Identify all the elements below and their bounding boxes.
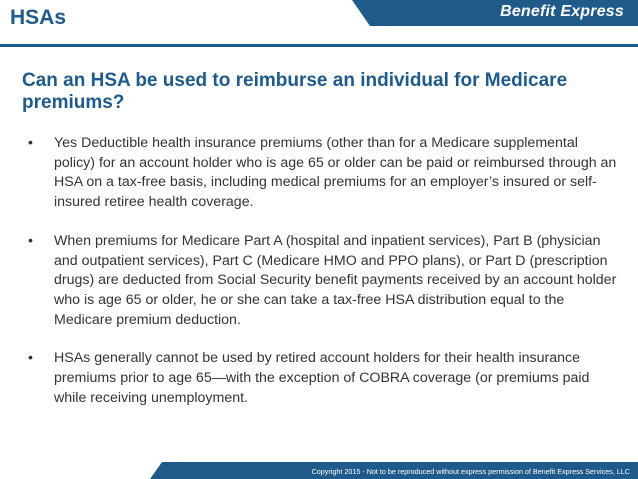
slide-title: HSAs (10, 6, 67, 29)
bullet-marker: • (28, 135, 33, 151)
bullet-marker: • (28, 232, 33, 249)
question-heading: Can an HSA be used to reimburse an individual for Medicare premiums? (22, 70, 568, 113)
bullet-text: When premiums for Medicare Part A (hospital and inpatient services), Part B (physician and outpatient services), Part C (Medicare HMO and PPO plans), or Part D (prescription drugs) are deducted from Social Security benefit payments received by an account holder who is age 65 or older, he or she can take a tax-free HSA distribution equal to the Medicare premium deduction. (54, 232, 617, 328)
bullet-item (28, 134, 618, 213)
bullet-marker: • (28, 350, 33, 367)
bullet-list (28, 134, 618, 427)
bullet-item (28, 232, 618, 331)
bullet-item (28, 349, 618, 408)
copyright-notice: Copyright 2015 - Not to be reproduced without express permission of Benefit Express Services, LLC (311, 467, 630, 476)
bullet-text: HSAs generally cannot be used by retired account holders for their health insurance premiums prior to age 65—with the exception of COBRA coverage (or premiums paid while receiving unemployment. (54, 350, 590, 406)
benefit-express-logo: Benefit Express (500, 3, 624, 20)
bullet-text: Yes Deductible health insurance premiums (other than for a Medicare supplemental policy) for an account holder who is age 65 or older can be paid or reimbursed through an HSA on a tax-free basis, including medical premiums for an employer’s insured or self-insured retiree health coverage. (54, 135, 617, 211)
header-divider (0, 44, 638, 47)
